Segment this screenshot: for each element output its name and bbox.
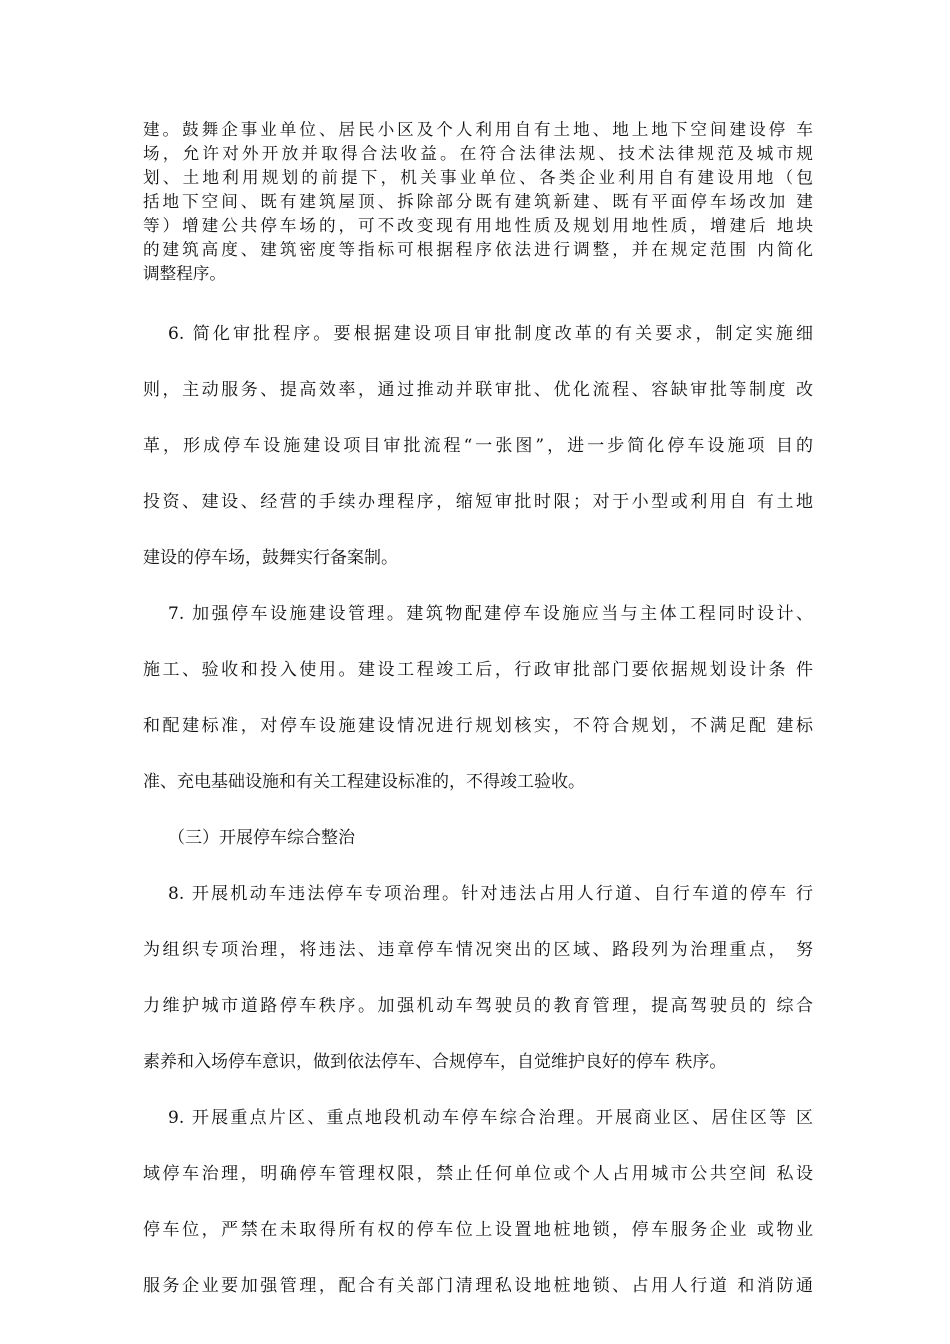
paragraph-7-line-1: 7. 加强停车设施建设管理。建筑物配建停车设施应当与主体工程同时设计、 [168, 604, 813, 624]
paragraph-7-line-4: 准、充电基础设施和有关工程建设标准的，不得竣工验收。 [143, 772, 585, 792]
section-heading: （三）开展停车综合整治 [168, 828, 355, 848]
paragraph-8-line-3: 力维护城市道路停车秩序。加强机动车驾驶员的教育管理，提高驾驶员的 综合 [143, 996, 813, 1016]
paragraph-7-line-2: 施工、验收和投入使用。建设工程竣工后，行政审批部门要依据规划设计条 件 [143, 660, 813, 680]
paragraph-8-line-4: 素养和入场停车意识，做到依法停车、合规停车，自觉维护良好的停车 秩序。 [143, 1052, 727, 1072]
paragraph-9-line-2: 域停车治理，明确停车管理权限，禁止任何单位或个人占用城市公共空间 私设 [143, 1164, 813, 1184]
paragraph-5-line-2: 场，允许对外开放并取得合法收益。在符合法律法规、技术法律规范及城市规 [143, 144, 813, 163]
paragraph-6-line-2: 则，主动服务、提高效率，通过推动并联审批、优化流程、容缺审批等制度 改 [143, 380, 813, 400]
paragraph-6-line-4: 投资、建设、经营的手续办理程序，缩短审批时限；对于小型或利用自 有土地 [143, 492, 813, 512]
paragraph-6-line-1: 6. 简化审批程序。要根据建设项目审批制度改革的有关要求，制定实施细 [168, 324, 813, 344]
paragraph-5-line-5: 等）增建公共停车场的，可不改变现有用地性质及规划用地性质，增建后 地块 [143, 216, 813, 235]
paragraph-8-line-2: 为组织专项治理，将违法、违章停车情况突出的区域、路段列为治理重点， 努 [143, 940, 813, 960]
paragraph-5-line-3: 划、土地利用规划的前提下，机关事业单位、各类企业利用自有建设用地（包 [143, 168, 813, 187]
paragraph-8-line-1: 8. 开展机动车违法停车专项治理。针对违法占用人行道、自行车道的停车 行 [168, 884, 813, 904]
paragraph-7-line-3: 和配建标准，对停车设施建设情况进行规划核实，不符合规划，不满足配 建标 [143, 716, 813, 736]
paragraph-5-line-1: 建。鼓舞企事业单位、居民小区及个人利用自有土地、地上地下空间建设停 车 [143, 120, 813, 139]
paragraph-6-line-3: 革，形成停车设施建设项目审批流程“一张图”，进一步简化停车设施项 目的 [143, 436, 813, 456]
paragraph-9-line-3: 停车位，严禁在未取得所有权的停车位上设置地桩地锁，停车服务企业 或物业 [143, 1220, 813, 1240]
paragraph-6-line-5: 建设的停车场，鼓舞实行备案制。 [143, 548, 398, 568]
paragraph-5-line-6: 的建筑高度、建筑密度等指标可根据程序依法进行调整，并在规定范围 内简化 [143, 240, 813, 259]
paragraph-9-line-4: 服务企业要加强管理，配合有关部门清理私设地桩地锁、占用人行道 和消防通 [143, 1276, 813, 1296]
paragraph-5-line-7: 调整程序。 [143, 264, 226, 283]
paragraph-5-line-4: 括地下空间、既有建筑屋顶、拆除部分既有建筑新建、既有平面停车场改加 建 [143, 192, 813, 211]
paragraph-9-line-1: 9. 开展重点片区、重点地段机动车停车综合治理。开展商业区、居住区等 区 [168, 1108, 813, 1128]
